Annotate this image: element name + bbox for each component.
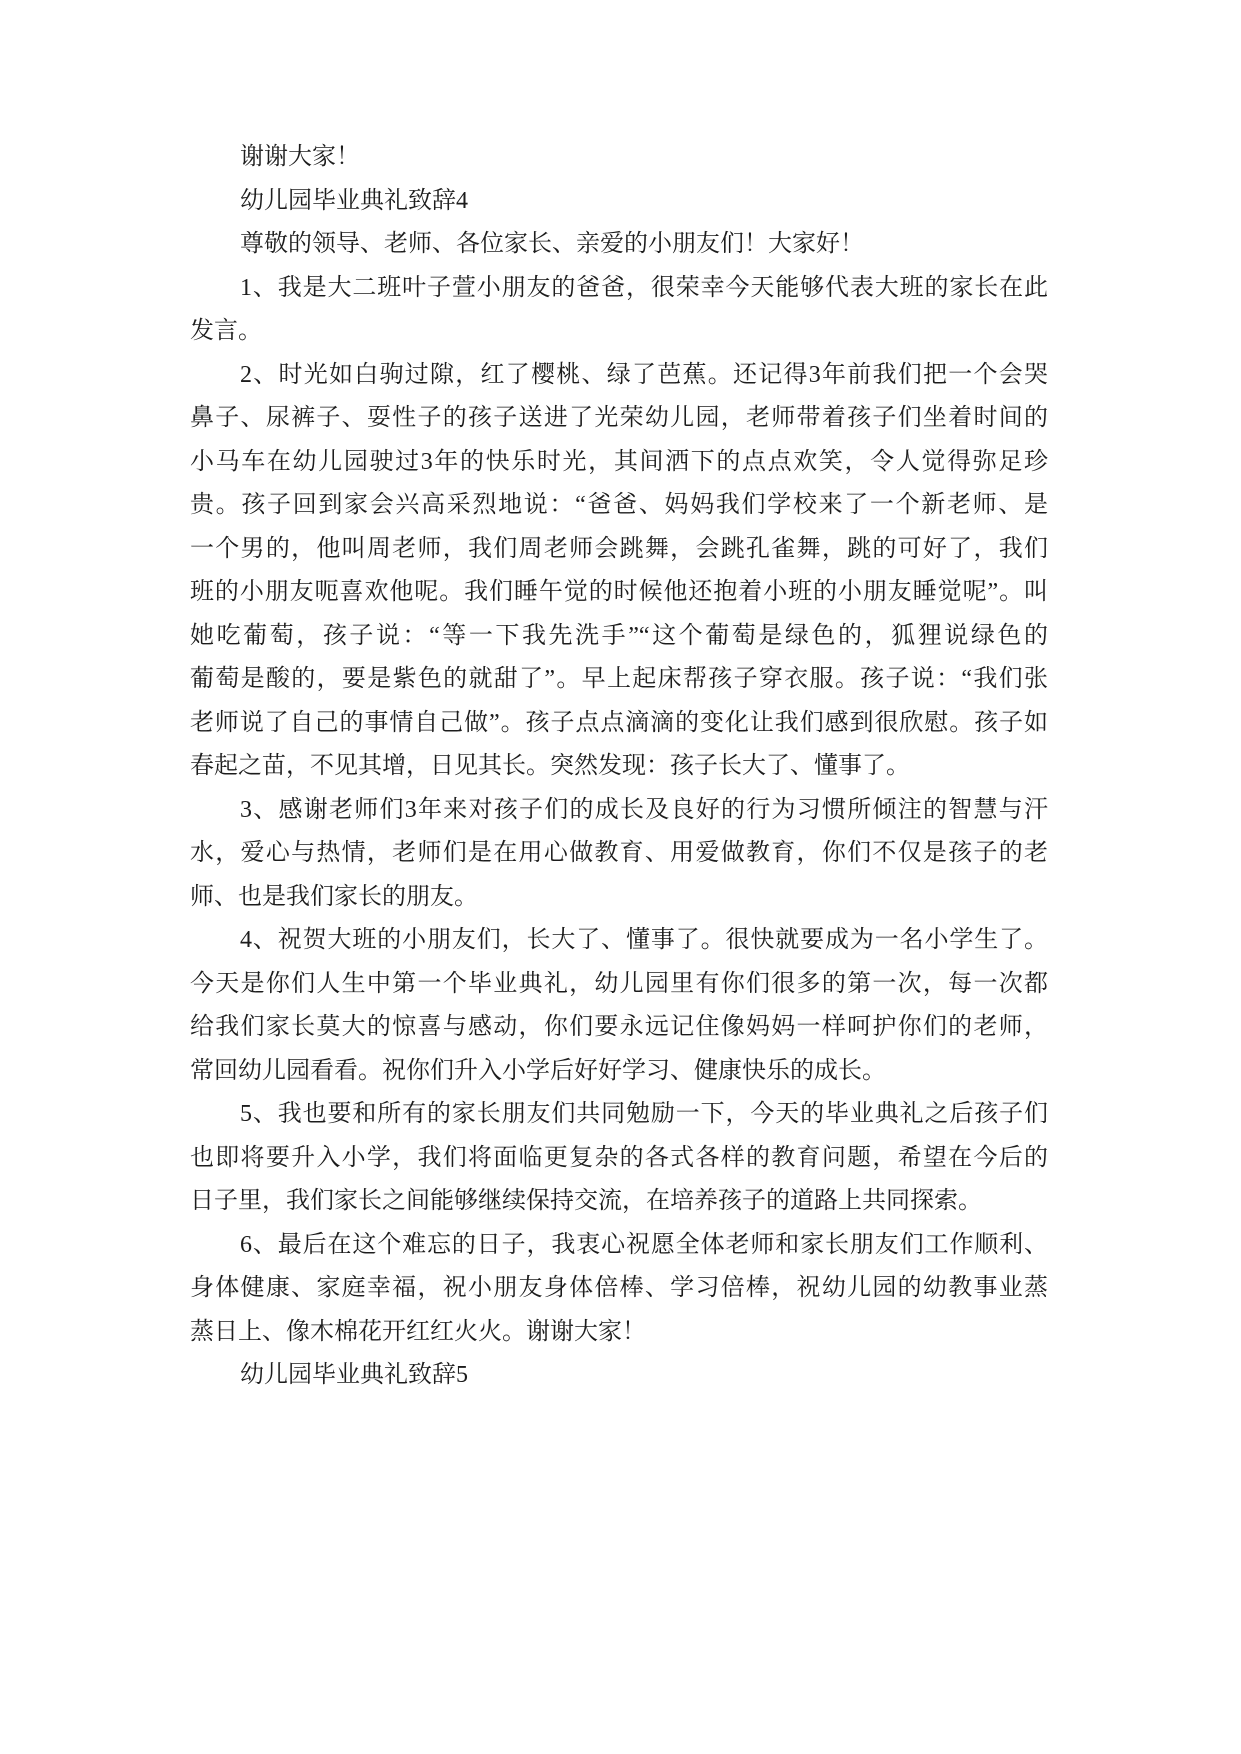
text-line: 蒸日上、像木棉花开红红火火。谢谢大家！ [190,1318,646,1345]
paragraph [190,180,1048,224]
text-line: 今天是你们人生中第一个毕业典礼，幼儿园里有你们很多的第一次，每一次都 [190,970,1048,997]
text-line: 班的小朋友呃喜欢他呢。我们睡午觉的时候他还抱着小班的小朋友睡觉呢”。叫 [190,579,1048,605]
text-line: 幼儿园毕业典礼致辞4 [240,187,468,214]
text-line: 发言。 [190,318,262,344]
paragraph [190,1354,1048,1398]
text-line: 5、我也要和所有的家长朋友们共同勉励一下，今天的毕业典礼之后孩子们 [240,1101,1048,1127]
paragraph [190,223,1048,267]
text-line: 4、祝贺大班的小朋友们，长大了、懂事了。很快就要成为一名小学生了。 [240,927,1048,953]
paragraph [190,1224,1048,1355]
text-line: 2、时光如白驹过隙，红了樱桃、绿了芭蕉。还记得3年前我们把一个会哭 [240,361,1048,388]
text-line: 尊敬的领导、老师、各位家长、亲爱的小朋友们！大家好！ [240,231,864,257]
text-line: 贵。孩子回到家会兴高采烈地说：“爸爸、妈妈我们学校来了一个新老师、是 [190,492,1048,518]
text-line: 也即将要升入小学，我们将面临更复杂的各式各样的教育问题，希望在今后的 [190,1144,1048,1171]
text-line: 老师说了自己的事情自己做”。孩子点点滴滴的变化让我们感到很欣慰。孩子如 [190,709,1048,736]
paragraph [190,1093,1048,1224]
text-line: 小马车在幼儿园驶过3年的快乐时光，其间洒下的点点欢笑，令人觉得弥足珍 [190,448,1048,475]
text-line: 3、感谢老师们3年来对孩子们的成长及良好的行为习惯所倾注的智慧与汗 [240,796,1048,823]
paragraph [190,354,1048,789]
text-line: 她吃葡萄，孩子说：“等一下我先洗手”“这个葡萄是绿色的，狐狸说绿色的 [190,622,1048,649]
paragraph [190,919,1048,1093]
document-body [190,136,1048,1398]
text-line: 日子里，我们家长之间能够继续保持交流，在培养孩子的道路上共同探索。 [190,1188,982,1214]
text-line: 春起之苗，不见其增，日见其长。突然发现：孩子长大了、懂事了。 [190,753,910,779]
text-line: 6、最后在这个难忘的日子，我衷心祝愿全体老师和家长朋友们工作顺利、 [240,1231,1048,1258]
text-line: 幼儿园毕业典礼致辞5 [240,1362,468,1388]
text-line: 1、我是大二班叶子萱小朋友的爸爸，很荣幸今天能够代表大班的家长在此 [240,274,1048,301]
text-line: 给我们家长莫大的惊喜与感动，你们要永远记住像妈妈一样呵护你们的老师， [190,1014,1048,1040]
text-line: 一个男的，他叫周老师，我们周老师会跳舞，会跳孔雀舞，跳的可好了，我们 [190,535,1048,562]
paragraph [190,136,1048,180]
text-line: 水，爱心与热情，老师们是在用心做教育、用爱做教育，你们不仅是孩子的老 [190,840,1048,866]
text-line: 身体健康、家庭幸福，祝小朋友身体倍棒、学习倍棒，祝幼儿园的幼教事业蒸 [190,1275,1048,1301]
text-line: 师、也是我们家长的朋友。 [190,883,478,910]
text-line: 常回幼儿园看看。祝你们升入小学后好好学习、健康快乐的成长。 [190,1057,886,1084]
text-line: 谢谢大家！ [240,144,360,170]
paragraph [190,789,1048,920]
text-line: 葡萄是酸的，要是紫色的就甜了”。早上起床帮孩子穿衣服。孩子说：“我们张 [190,666,1048,692]
paragraph [190,267,1048,354]
text-line: 鼻子、尿裤子、耍性子的孩子送进了光荣幼儿园，老师带着孩子们坐着时间的 [190,405,1048,431]
